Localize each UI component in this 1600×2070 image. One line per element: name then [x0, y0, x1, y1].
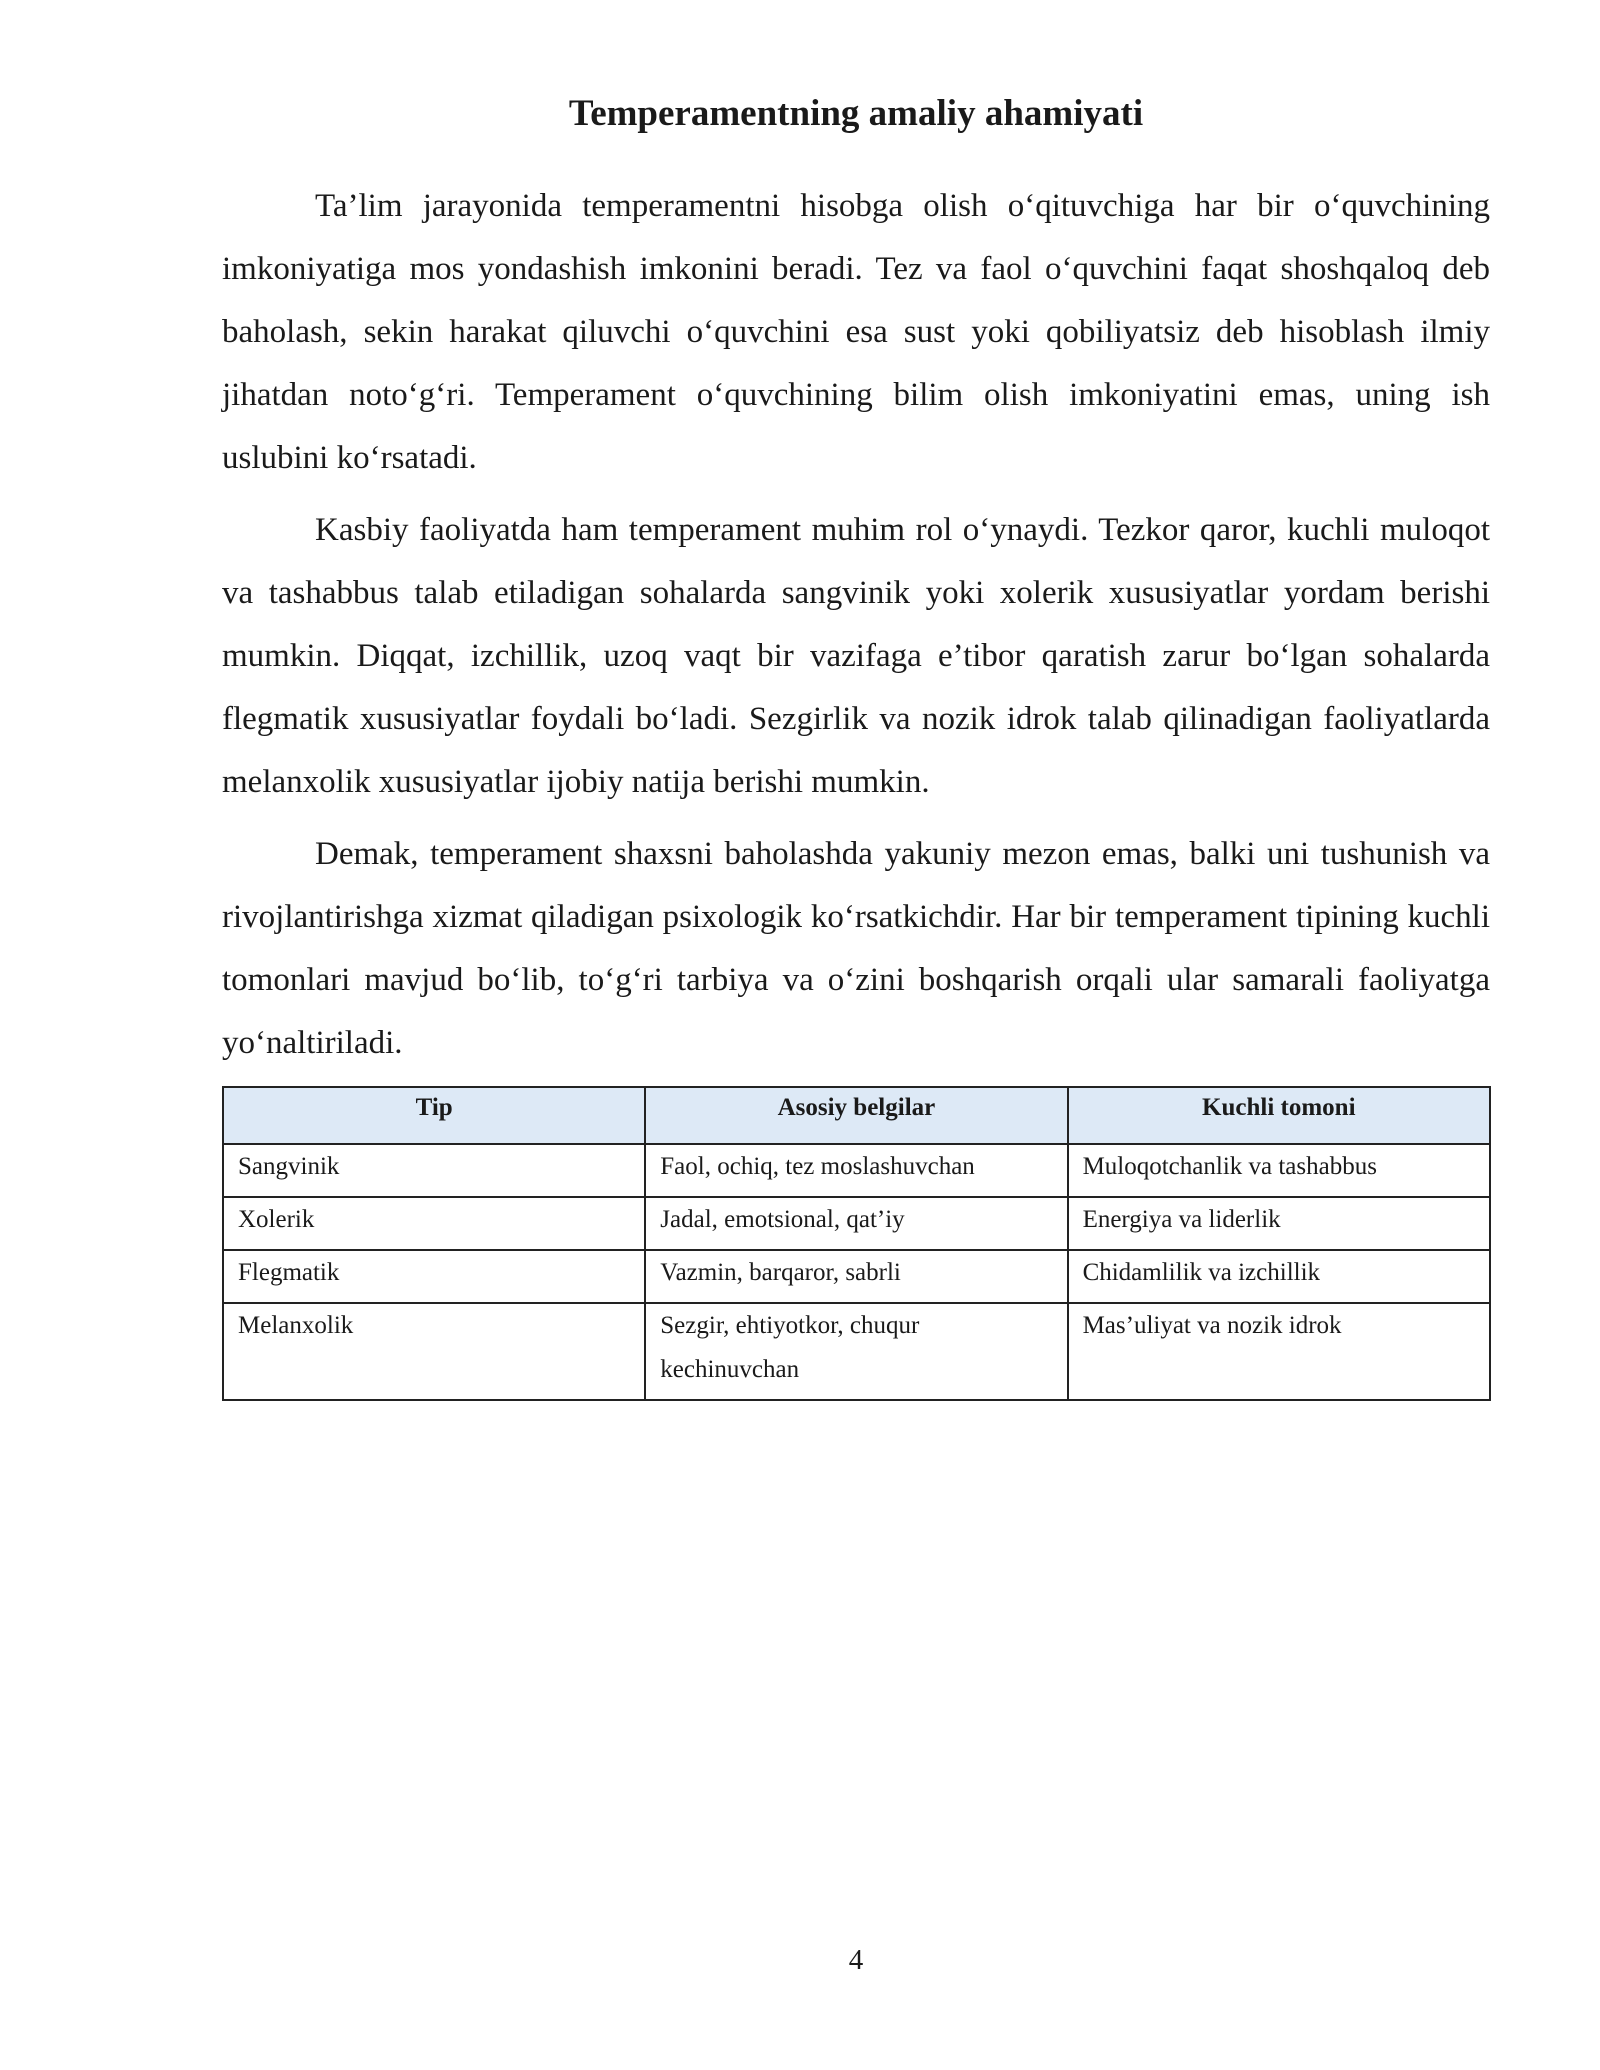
- temperament-table: [222, 1086, 1491, 1401]
- page-title: Temperamentning amaliy ahamiyati: [568, 93, 1144, 134]
- table-cell: Sangvinik: [223, 1144, 645, 1197]
- column-header-features: Asosiy belgilar: [645, 1087, 1067, 1144]
- paragraph-2: Kasbiy faoliyatda ham temperament muhim rol o‘ynaydi. Tezkor qaror, kuchli muloqot va tashabbus talab etiladigan sohalarda sangvinik yoki xolerik xususiyatlar yordam berishi mumkin. Diqqat, izchillik, uzoq vaqt bir vazifaga e’tibor qaratish zarur bo‘lgan sohalarda flegmatik xususiyatlar foydali bo‘ladi. Sezgirlik va nozik idrok talab qilinadigan faoliyatlarda melanxolik xususiyatlar ijobiy natija berishi mumkin.: [222, 512, 1490, 800]
- table-cell: Chidamlilik va izchillik: [1068, 1250, 1490, 1303]
- table-cell: Sezgir, ehtiyotkor, chuqur kechinuvchan: [645, 1303, 1067, 1400]
- column-header-strength: Kuchli tomoni: [1068, 1087, 1490, 1144]
- page-number: 4: [848, 1944, 864, 1976]
- table-row: [223, 1303, 1490, 1400]
- table-row: [223, 1250, 1490, 1303]
- table-cell: Energiya va liderlik: [1068, 1197, 1490, 1250]
- paragraph-1: Ta’lim jarayonida temperamentni hisobga olish o‘qituvchiga har bir o‘quvchining imkoniyatiga mos yondashish imkonini beradi. Tez va faol o‘quvchini faqat shoshqaloq deb baholash, sekin harakat qiluvchi o‘quvchini esa sust yoki qobiliyatsiz deb hisoblash ilmiy jihatdan noto‘g‘ri. Temperament o‘quvchining bilim olish imkoniyatini emas, uning ish uslubini ko‘rsatadi.: [222, 188, 1490, 476]
- table-cell: Melanxolik: [223, 1303, 645, 1400]
- table-row: [223, 1197, 1490, 1250]
- table-cell: Xolerik: [223, 1197, 645, 1250]
- table-cell: Jadal, emotsional, qat’iy: [645, 1197, 1067, 1250]
- table-cell: Mas’uliyat va nozik idrok: [1068, 1303, 1490, 1400]
- table-cell: Flegmatik: [223, 1250, 645, 1303]
- table-row: [223, 1144, 1490, 1197]
- table-header-row: [223, 1087, 1490, 1144]
- table-cell: Muloqotchanlik va tashabbus: [1068, 1144, 1490, 1197]
- body-text: [222, 175, 1490, 1084]
- table-cell: Vazmin, barqaror, sabrli: [645, 1250, 1067, 1303]
- column-header-tip: Tip: [223, 1087, 645, 1144]
- paragraph-3: Demak, temperament shaxsni baholashda yakuniy mezon emas, balki uni tushunish va rivojlantirishga xizmat qiladigan psixologik ko‘rsatkichdir. Har bir temperament tipining kuchli tomonlari mavjud bo‘lib, to‘g‘ri tarbiya va o‘zini boshqarish orqali ular samarali faoliyatga yo‘naltiriladi.: [222, 836, 1490, 1061]
- table-cell: Faol, ochiq, tez moslashuvchan: [645, 1144, 1067, 1197]
